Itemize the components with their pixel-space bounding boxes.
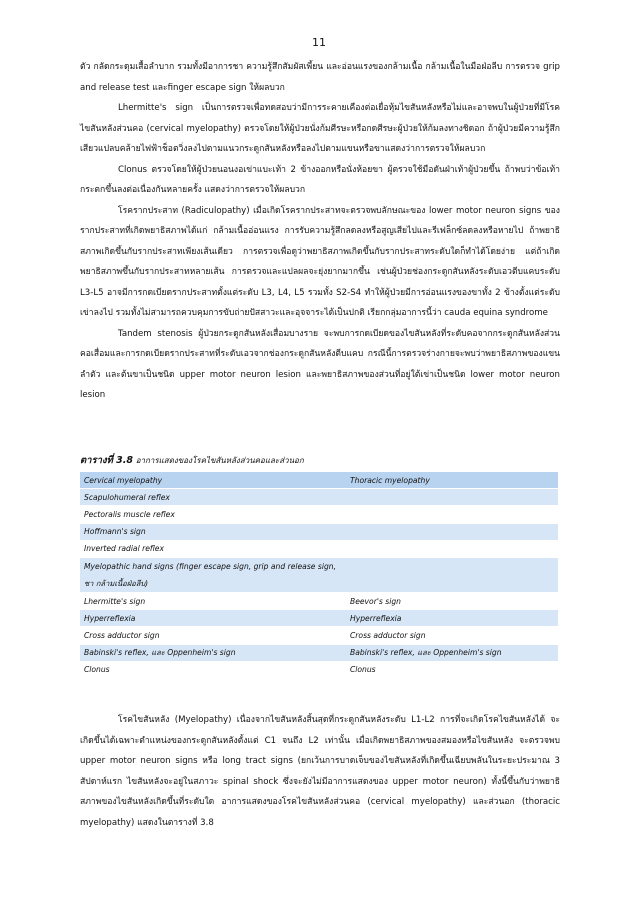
table-cell (346, 489, 558, 506)
table-row (80, 523, 558, 540)
table-row (80, 592, 558, 609)
table-cell: Clonus (80, 661, 346, 678)
closing-text (80, 710, 560, 833)
table-caption-number: ตารางที่ 3.8 (80, 455, 133, 466)
table-row (80, 489, 558, 506)
table-cell (346, 506, 558, 523)
table-row (80, 506, 558, 523)
table-cell: Pectoralis muscle reflex (80, 506, 346, 523)
table-cell: Beevor's sign (346, 592, 558, 609)
table-cell: Cross adductor sign (346, 627, 558, 644)
table-cell (346, 540, 558, 557)
signs-table (80, 472, 558, 679)
table-header-cell: Cervical myelopathy (80, 472, 346, 489)
table-caption-title: อาการแสดงของโรคไขสันหลังส่วนคอและส่วนอก (135, 456, 304, 465)
table-cell: Myelopathic hand signs (finger escape sign, grip and release sign, ชา กล้ามเนื้อฝ่อลีบ) (80, 557, 346, 592)
table-cell: Hoffmann's sign (80, 523, 346, 540)
paragraph-clonus: Clonus ตรวจโดยให้ผู้ป่วยนอนงอเข่าแบะเท้า 2 ข้างออกหรือนั่งห้อยขา ผู้ตรวจใช้มือดันฝ่าเท้าผู้ป่วยขึ้น ถ้าพบว่าข้อเท้ากระตกขึ้นลงต่อเนื่องกันหลายครั้ง แสดงว่าการตรวจให้ผลบวก (80, 164, 560, 195)
paragraph-tandem-stenosis: Tandem stenosis ผู้ป่วยกระดูกสันหลังเสื่อมบางราย จะพบการกดเบียดของไขสันหลังที่ระดับคอจากกระดูกสันหลังส่วนคอเสื่อมและการกดเบียดรากประสาทที่ระดับเอวจากช่องกระดูกสันหลังตีบแคบ กรณีนี้การตรวจร่างกายจะพบว่าพยาธิสภาพของแขน ลำตัว และต้นขาเป็นชนิด upper motor neuron lesion และพยาธิสภาพของส่วนที่อยู่ใต้เข่าเป็นชนิด lower motor neuron lesion (80, 328, 560, 400)
table-cell: Inverted radial reflex (80, 540, 346, 557)
table-row (80, 610, 558, 627)
table-cell (346, 557, 558, 592)
table-row (80, 557, 558, 592)
table-row (80, 644, 558, 661)
table-cell: Hyperreflexia (80, 610, 346, 627)
table-cell: Babinski's reflex, และ Oppenheim's sign (346, 644, 558, 661)
body-text (80, 57, 560, 406)
paragraph-radiculopathy: โรครากประสาท (Radiculopathy) เมื่อเกิดโรครากประสาทจะตรวจพบลักษณะของ lower motor neuron signs ของรากประสาทที่เกิดพยาธิสภาพได้แก่ กล้ามเนื้ออ่อนแรง การรับความรู้สึกลดลงหรือสูญเสียไปและรีเฟล็กซ์ลดลงหรือหายไป ถ้าพยาธิสภาพเกิดขึ้นกับรากประสาทเพียงเส้นเดียว การตรวจเพื่อดูว่าพยาธิสภาพเกิดขึ้นกับรากประสาทระดับใดก็ทำได้โดยง่าย แต่ถ้าเกิดพยาธิสภาพขึ้นกับรากประสาทหลายเส้น การตรวจและแปลผลจะยุ่งยากมากขึ้น เช่นผู้ป่วยช่องกระดูกสันหลังระดับเอวตีบแคบระดับ L3-L5 อาจมีการกดเบียดรากประสาทตั้งแต่ระดับ L3, L4, L5 รวมทั้ง S2-S4 ทำให้ผู้ป่วยมีการอ่อนแรงของขาทั้ง 2 ข้างตั้งแต่ระดับเข่าลงไป รวมทั้งไม่สามารถควบคุมการขับถ่ายปัสสาวะและอุจจาระได้เป็นปกติ เรียกกลุ่มอาการนี้ว่า cauda equina syndrome (80, 205, 560, 318)
paragraph-myelopathy: โรคไขสันหลัง (Myelopathy) เนื่องจากไขสันหลังสิ้นสุดที่กระดูกสันหลังระดับ L1-L2 การที่จะเกิดโรคไขสันหลังได้ จะเกิดขึ้นได้เฉพาะตำแหน่งของกระดูกสันหลังตั้งแต่ C1 จนถึง L2 เท่านั้น เมื่อเกิดพยาธิสภาพของสมองหรือไขสันหลัง จะตรวจพบ upper motor neuron signs หรือ long tract signs (ยกเว้นการบาดเจ็บของไขสันหลังที่เกิดขึ้นเฉียบพลันในระยะประมาณ 3 สัปดาห์แรก ไขสันหลังจะอยู่ในสภาวะ spinal shock ซึ่งจะยังไม่มีอาการแสดงของ upper motor neuron) ทั้งนี้ขึ้นกับว่าพยาธิสภาพของไขสันหลังเกิดขึ้นที่ระดับใด อาการแสดงของโรคไขสันหลังส่วนคอ (cervical myelopathy) และส่วนอก (thoracic myelopathy) แสดงในตารางที่ 3.8 (80, 715, 560, 828)
table-header-cell: Thoracic myelopathy (346, 472, 558, 489)
table-cell: Lhermitte's sign (80, 592, 346, 609)
table-header-row (80, 472, 558, 489)
paragraph-lhermitte: Lhermitte's sign เป็นการตรวจเพื่อทดสอบว่ามีการระคายเคืองต่อเยื่อหุ้มไขสันหลังหรือไม่และอาจพบในผู้ป่วยที่มีโรคไขสันหลังส่วนคอ (cervical myelopathy) ตรวจโดยให้ผู้ป่วยนั่งก้มศีรษะหรือกดศีรษะผู้ป่วยให้ก้มลงทางชิดอก ถ้าผู้ป่วยมีความรู้สึกเสียวแปลบคล้ายไฟฟ้าช็อตวิ่งลงไปตามแนวกระดูกสันหลังหรือลงไปตามแขนหรือขาแสดงว่าการตรวจให้ผลบวก (80, 103, 560, 154)
table-cell (346, 523, 558, 540)
table-row (80, 661, 558, 678)
table-cell: Scapulohumeral reflex (80, 489, 346, 506)
page-number: 11 (312, 36, 326, 49)
table-cell: Babinski's reflex, และ Oppenheim's sign (80, 644, 346, 661)
table-caption (80, 454, 560, 468)
table-cell: Hyperreflexia (346, 610, 558, 627)
table-cell: Cross adductor sign (80, 627, 346, 644)
table-row (80, 627, 558, 644)
table-cell: Clonus (346, 661, 558, 678)
table-row (80, 540, 558, 557)
paragraph-intro: ตัว กลัดกระดุมเสื้อลำบาก รวมทั้งมีอาการชา ความรู้สึกสัมผัสเพี้ยน และอ่อนแรงของกล้ามเนื้อ กล้ามเนื้อในมือฝ่อลีบ การตรวจ grip and release test และfinger escape sign ให้ผลบวก (80, 62, 560, 93)
